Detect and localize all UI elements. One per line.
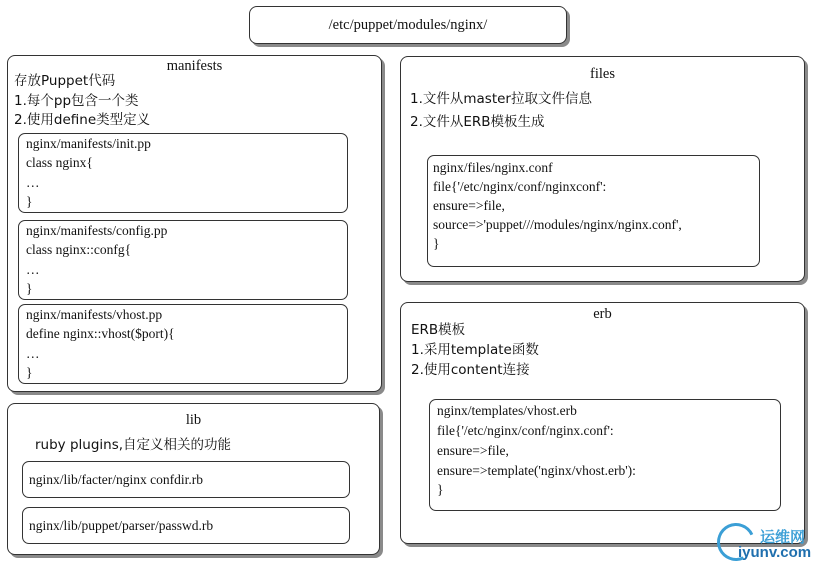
erb-desc-1: 1.采用template函数 bbox=[411, 342, 539, 358]
code-line: file{'/etc/nginx/conf/nginx.conf': bbox=[437, 423, 614, 438]
code-block-config bbox=[18, 220, 348, 300]
code-line: } bbox=[437, 482, 444, 497]
files-panel bbox=[400, 56, 805, 282]
erb-title: erb bbox=[593, 306, 612, 322]
code-line: nginx/manifests/vhost.pp bbox=[26, 307, 163, 322]
root-path-label: /etc/puppet/modules/nginx/ bbox=[328, 17, 488, 33]
code-line: file{'/etc/nginx/conf/nginxconf': bbox=[433, 179, 607, 194]
manifests-desc-0: 存放Puppet代码 bbox=[14, 73, 116, 89]
files-code-block bbox=[427, 155, 760, 267]
code-line: } bbox=[26, 365, 33, 380]
code-line: ensure=>file, bbox=[437, 443, 509, 458]
manifests-panel bbox=[7, 55, 382, 392]
code-line: nginx/manifests/init.pp bbox=[26, 136, 151, 151]
manifests-desc-1: 1.每个pp包含一个类 bbox=[14, 93, 139, 109]
files-desc-1: 2.文件从ERB模板生成 bbox=[410, 114, 545, 130]
lib-item-facter bbox=[22, 461, 350, 498]
code-line: } bbox=[26, 281, 33, 296]
code-line: … bbox=[26, 262, 40, 277]
code-line: source=>'puppet///modules/nginx/nginx.conf', bbox=[433, 217, 682, 232]
lib-title: lib bbox=[185, 412, 202, 428]
code-line: … bbox=[26, 175, 40, 190]
erb-panel bbox=[400, 302, 805, 544]
code-line: nginx/templates/vhost.erb bbox=[437, 403, 577, 418]
code-line: define nginx::vhost($port){ bbox=[26, 326, 175, 341]
erb-desc-0: ERB模板 bbox=[411, 322, 466, 338]
code-block-vhost bbox=[18, 304, 348, 384]
code-line: ensure=>file, bbox=[433, 198, 505, 213]
lib-panel bbox=[7, 403, 380, 555]
code-line: nginx/manifests/config.pp bbox=[26, 223, 168, 238]
manifests-desc-2: 2.使用define类型定义 bbox=[14, 112, 151, 128]
lib-item-label: nginx/lib/puppet/parser/passwd.rb bbox=[29, 518, 214, 533]
code-line: } bbox=[26, 194, 33, 209]
lib-desc: ruby plugins,自定义相关的功能 bbox=[35, 437, 232, 453]
files-desc-0: 1.文件从master拉取文件信息 bbox=[410, 91, 592, 107]
code-line: class nginx::confg{ bbox=[26, 242, 132, 257]
code-line: class nginx{ bbox=[26, 155, 93, 170]
code-line: … bbox=[26, 346, 40, 361]
erb-code-block bbox=[429, 399, 781, 511]
lib-item-parser bbox=[22, 507, 350, 544]
code-line: } bbox=[433, 236, 440, 251]
files-title: files bbox=[590, 66, 615, 82]
code-block-init bbox=[18, 133, 348, 213]
watermark-en: iyunv.com bbox=[738, 544, 812, 561]
root-path-box bbox=[249, 6, 567, 44]
watermark-cn: 运维网 bbox=[760, 528, 806, 546]
code-line: ensure=>template('nginx/vhost.erb'): bbox=[437, 463, 636, 478]
lib-item-label: nginx/lib/facter/nginx confdir.rb bbox=[29, 472, 203, 487]
code-line: nginx/files/nginx.conf bbox=[433, 160, 553, 175]
erb-desc-2: 2.使用content连接 bbox=[411, 362, 530, 378]
manifests-title: manifests bbox=[166, 58, 223, 74]
